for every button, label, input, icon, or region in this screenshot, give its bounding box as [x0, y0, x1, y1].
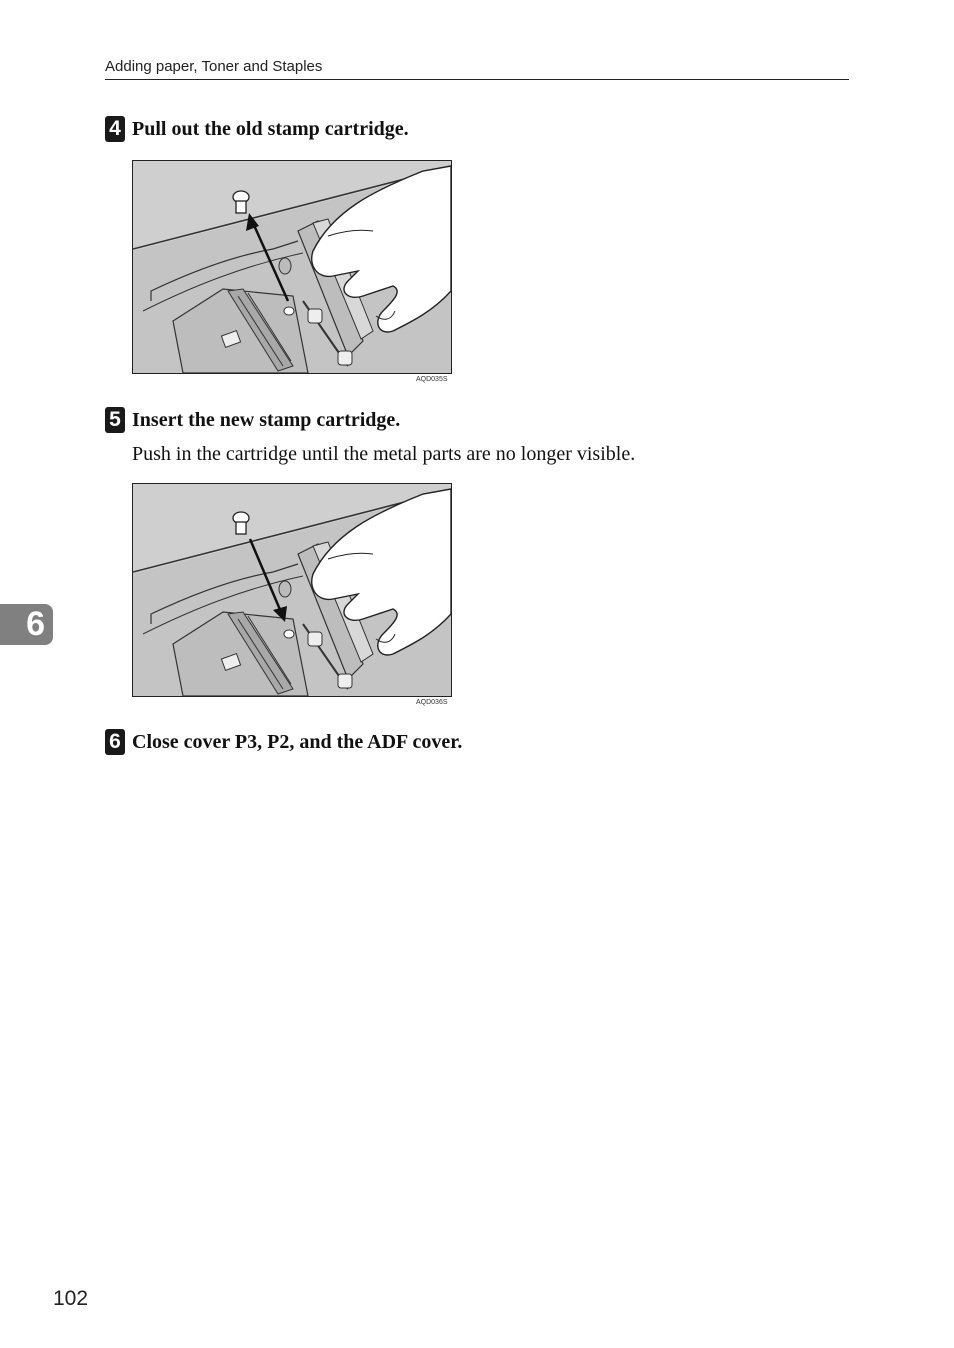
page-number: 102 [53, 1287, 89, 1310]
printer-illustration [133, 161, 451, 373]
header-title: Adding paper, Toner and Staples [105, 58, 323, 75]
illustration-insert-cartridge [132, 483, 452, 697]
printer-illustration [133, 484, 451, 696]
step-title: Pull out the old stamp cartridge. [132, 118, 409, 140]
step-number-badge: 4 [105, 116, 125, 142]
illustration-remove-cartridge [132, 160, 452, 374]
step-title: Close cover P3, P2, and the ADF cover. [132, 731, 463, 753]
figure-code: AQD035S [416, 376, 448, 383]
step-number-badge: 5 [105, 407, 125, 433]
page-header [105, 57, 849, 80]
stamp-cartridge-part [233, 512, 249, 534]
chapter-tab: 6 [0, 604, 53, 645]
step-number-badge: 6 [105, 729, 125, 755]
stamp-cartridge-part [233, 191, 249, 213]
figure-code: AQD036S [416, 699, 448, 706]
step-description: Push in the cartridge until the metal parts are no longer visible. [132, 443, 636, 465]
step-title: Insert the new stamp cartridge. [132, 409, 401, 431]
